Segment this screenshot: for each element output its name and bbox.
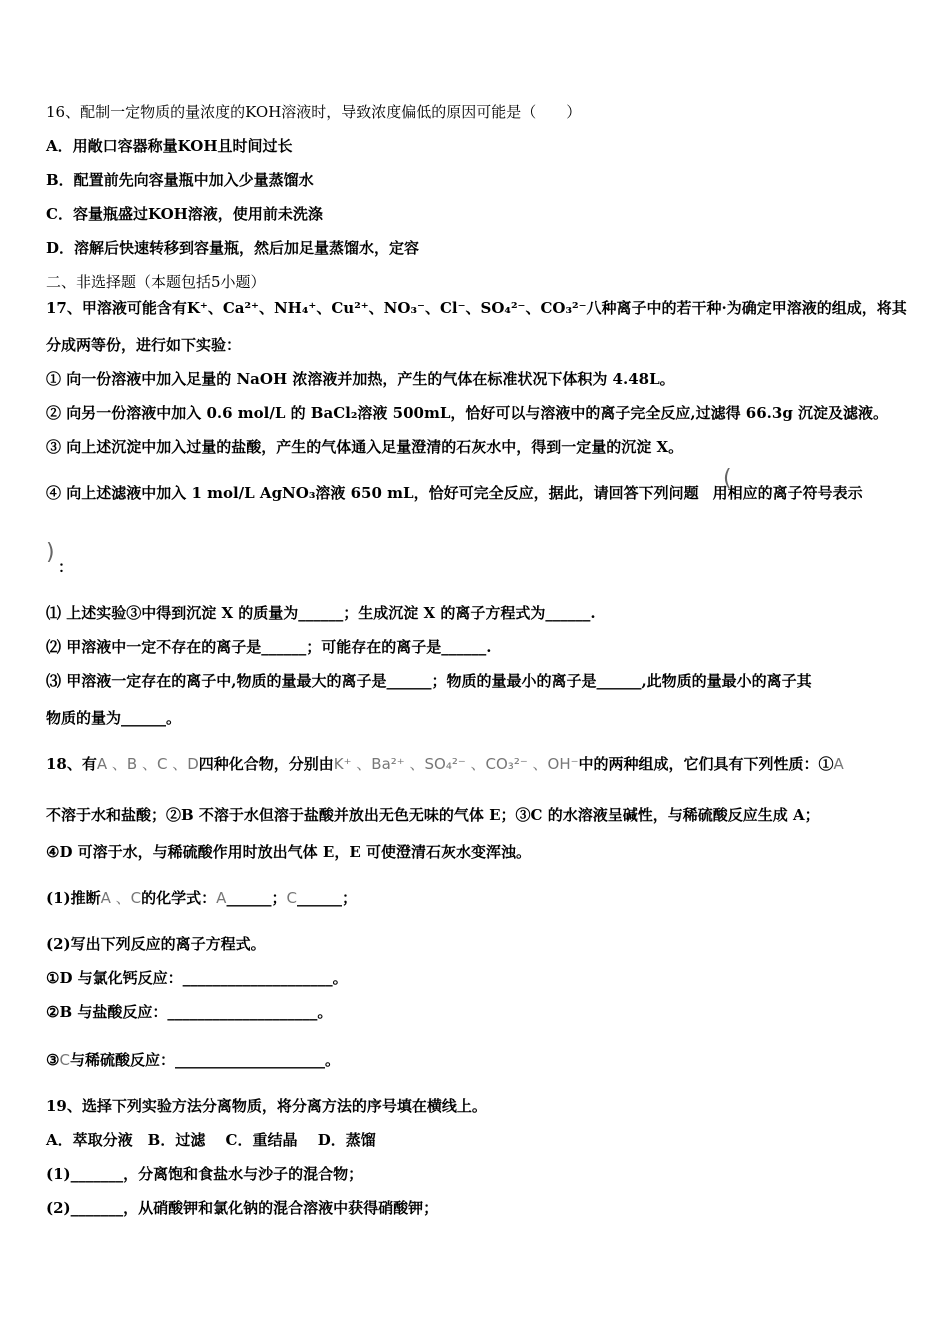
q17-ions: K⁺、Ca²⁺、NH₄⁺、Cu²⁺、NO₃⁻、Cl⁻、SO₄²⁻、CO₃²⁻ bbox=[186, 299, 587, 317]
q18-line3: ④D 可溶于水，与稀硫酸作用时放出气体 E，E 可使澄清石灰水变浑浊。 bbox=[46, 843, 531, 861]
q17-sub2: ⑵ 甲溶液中一定不存在的离子是______；可能存在的离子是______. bbox=[46, 638, 492, 656]
q17-colon: ： bbox=[58, 558, 74, 576]
q18-line1 bbox=[46, 754, 844, 774]
q18-line1c: 中的两种组成，它们具有下列性质：① bbox=[578, 755, 834, 773]
q17-stem-a: 17、甲溶液可能含有 bbox=[46, 299, 187, 317]
q17-stem-b: 八种离子中的若干种·为确定甲溶液的组成，将其 bbox=[586, 299, 907, 317]
q16-option-c: C．容量瓶盛过KOH溶液，使用前未洗涤 bbox=[46, 205, 323, 223]
q16-stem: 16、配制一定物质的量浓度的KOH溶液时，导致浓度偏低的原因可能是（ ） bbox=[46, 103, 582, 121]
q18-p1-letters: A 、C bbox=[100, 889, 142, 907]
q19-stem: 19、选择下列实验方法分离物质，将分离方法的序号填在横线上。 bbox=[46, 1097, 487, 1115]
q18-reaction3 bbox=[46, 1050, 340, 1070]
q19-options: A．萃取分液 B．过滤 C．重结晶 D．蒸馏 bbox=[46, 1131, 376, 1149]
q16-option-b: B．配置前先向容量瓶中加入少量蒸馏水 bbox=[46, 171, 314, 189]
open-paren-decoration: ( bbox=[723, 466, 732, 491]
q18-letter-a: A bbox=[833, 755, 844, 773]
q19-sub1: (1)_______，分离饱和食盐水与沙子的混合物； bbox=[46, 1165, 364, 1183]
q17-sub3-line1: ⑶ 甲溶液一定存在的离子中,物质的量最大的离子是______；物质的量最小的离子是______,此物质的量最小的离子其 bbox=[46, 672, 812, 690]
q18-ions: K⁺ 、Ba²⁺ 、SO₄²⁻ 、CO₃²⁻ 、OH⁻ bbox=[333, 755, 579, 773]
q17-sub1: ⑴ 上述实验③中得到沉淀 X 的质量为______；生成沉淀 X 的离子方程式为______. bbox=[46, 604, 596, 622]
q17-exp4-tail: 用相应的离子符号表示 bbox=[712, 484, 863, 502]
q16-option-a: A．用敞口容器称量KOH且时间过长 bbox=[46, 137, 293, 155]
q18-line1a: 18、有 bbox=[46, 755, 97, 773]
q18-p1b: 的化学式： bbox=[141, 889, 217, 907]
close-paren-decoration: ) bbox=[46, 540, 55, 565]
q18-r3-c: C bbox=[59, 1051, 70, 1069]
q17-sub3-line2: 物质的量为______。 bbox=[46, 709, 182, 727]
q17-exp3: ③ 向上述沉淀中加入过量的盐酸，产生的气体通入足量澄清的石灰水中，得到一定量的沉淀 X。 bbox=[46, 438, 684, 456]
q18-p1-blank-a: ______； bbox=[226, 889, 287, 907]
q17-stem-line1 bbox=[46, 298, 907, 318]
q18-p1-blank-c: ______； bbox=[296, 889, 357, 907]
q18-reaction1: ①D 与氯化钙反应：____________________。 bbox=[46, 969, 348, 987]
q16-option-d: D．溶解后快速转移到容量瓶，然后加足量蒸馏水，定容 bbox=[46, 239, 420, 257]
q18-reaction2: ②B 与盐酸反应：____________________。 bbox=[46, 1003, 333, 1021]
q18-r3a: ③ bbox=[46, 1051, 60, 1069]
q19-sub2: (2)_______，从硝酸钾和氯化钠的混合溶液中获得硝酸钾； bbox=[46, 1199, 439, 1217]
q18-r3b: 与稀硫酸反应：____________________。 bbox=[69, 1051, 340, 1069]
q17-exp4 bbox=[46, 483, 863, 503]
q18-line1b: 四种化合物，分别由 bbox=[198, 755, 334, 773]
section-heading: 二、非选择题（本题包括5小题） bbox=[46, 273, 266, 291]
q18-p1a: (1)推断 bbox=[46, 889, 101, 907]
q18-part1 bbox=[46, 888, 357, 908]
q18-line2: 不溶于水和盐酸；②B 不溶于水但溶于盐酸并放出无色无味的气体 E；③C 的水溶液呈碱性，与稀硫酸反应生成 A； bbox=[46, 806, 820, 824]
q18-part2: (2)写出下列反应的离子方程式。 bbox=[46, 935, 266, 953]
q18-letters: A 、B 、C 、D bbox=[96, 755, 199, 773]
q18-p1-c: C bbox=[286, 889, 297, 907]
q17-exp4-text: ④ 向上述滤液中加入 1 mol/L AgNO₃溶液 650 mL，恰好可完全反应，据此，请回答下列问题 bbox=[46, 484, 699, 502]
q17-exp2: ② 向另一份溶液中加入 0.6 mol/L 的 BaCl₂溶液 500mL，恰好可以与溶液中的离子完全反应,过滤得 66.3g 沉淀及滤液。 bbox=[46, 404, 889, 422]
q18-p1-a: A bbox=[216, 889, 227, 907]
q17-stem-line2: 分成两等份，进行如下实验： bbox=[46, 336, 242, 354]
q17-exp1: ① 向一份溶液中加入足量的 NaOH 浓溶液并加热，产生的气体在标准状况下体积为 4.48L。 bbox=[46, 370, 675, 388]
